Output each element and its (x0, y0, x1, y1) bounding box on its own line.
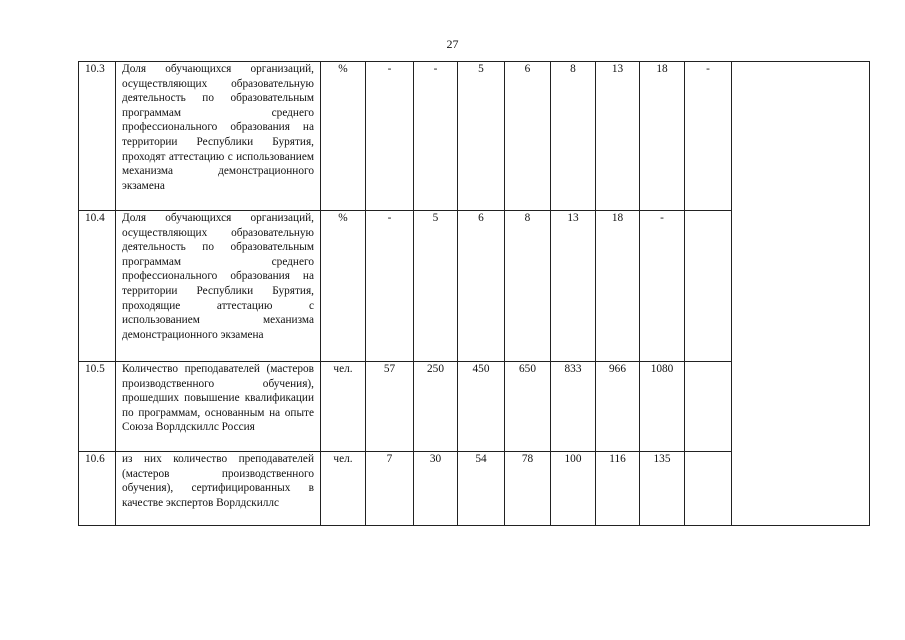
value-cell: 966 (596, 362, 640, 452)
value-cell (685, 211, 732, 362)
indicator-description: из них количество преподавателей (мастеров производственного обучения), сертифицированных в качестве экспертов Ворлдскиллс (116, 452, 321, 526)
value-cell: 6 (458, 211, 505, 362)
indicator-description: Количество преподавателей (мастеров производственного обучения), прошедших повышение квалификации по программам, основанным на опыте Союза Ворлдскиллс Россия (116, 362, 321, 452)
value-cell: 833 (551, 362, 596, 452)
value-cell: - (414, 62, 458, 211)
row-number: 10.4 (79, 211, 116, 362)
value-cell: 57 (366, 362, 414, 452)
value-cell (685, 452, 732, 526)
value-cell: 8 (551, 62, 596, 211)
value-cell: 18 (640, 62, 685, 211)
value-cell: 5 (458, 62, 505, 211)
value-cell: 5 (414, 211, 458, 362)
page-number: 27 (446, 37, 459, 51)
unit-cell: чел. (321, 452, 366, 526)
value-cell: 7 (366, 452, 414, 526)
unit-cell: % (321, 62, 366, 211)
responsible-cell (732, 62, 870, 526)
row-number: 10.3 (79, 62, 116, 211)
value-cell: 13 (551, 211, 596, 362)
value-cell: 1080 (640, 362, 685, 452)
value-cell: 116 (596, 452, 640, 526)
unit-cell: чел. (321, 362, 366, 452)
value-cell: 30 (414, 452, 458, 526)
unit-cell: % (321, 211, 366, 362)
value-cell: 450 (458, 362, 505, 452)
value-cell: 135 (640, 452, 685, 526)
row-number: 10.6 (79, 452, 116, 526)
value-cell: 78 (505, 452, 551, 526)
value-cell: 8 (505, 211, 551, 362)
value-cell: - (366, 211, 414, 362)
value-cell: 18 (596, 211, 640, 362)
indicator-description: Доля обучающихся организаций, осуществляющих образовательную деятельность по образовательным программам среднего профессионального образования на территории Республики Бурятия, проходящие аттестацию с использованием механизма демонстрационного экзамена (116, 211, 321, 362)
value-cell: 6 (505, 62, 551, 211)
value-cell: - (366, 62, 414, 211)
value-cell: 13 (596, 62, 640, 211)
value-cell: 54 (458, 452, 505, 526)
indicator-description: Доля обучающихся организаций, осуществляющих образовательную деятельность по образовательным программам среднего профессионального образования на территории Республики Бурятия, проходят аттестацию с использованием механизма демонстрационного экзамена (116, 62, 321, 211)
value-cell: - (640, 211, 685, 362)
value-cell: 650 (505, 362, 551, 452)
value-cell: 100 (551, 452, 596, 526)
value-cell: - (685, 62, 732, 211)
value-cell (685, 362, 732, 452)
value-cell: 250 (414, 362, 458, 452)
table-row (79, 62, 870, 211)
row-number: 10.5 (79, 362, 116, 452)
indicators-table (78, 61, 870, 526)
